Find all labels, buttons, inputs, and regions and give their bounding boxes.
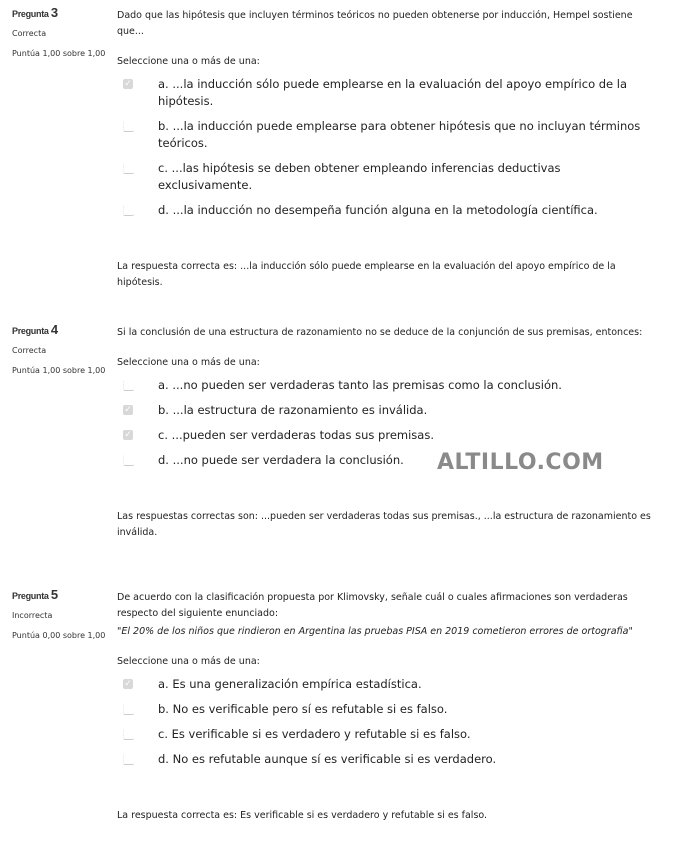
question-prompt: De acuerdo con la clasificación propuesta por Klimovsky, señale cuál o cuales afirmaciones son verdaderas respecto del siguiente enunciado: — [117, 592, 628, 619]
checkbox[interactable] — [123, 754, 134, 765]
correct-answer-feedback: Las respuestas correctas son: ...pueden ser verdaderas todas sus premisas., ...la estructura de razonamiento es inválida. — [117, 511, 651, 538]
correct-answer-feedback: La respuesta correcta es: Es verificable si es verdadero y refutable si es falso. — [117, 810, 488, 821]
option-label: d. ...la inducción no desempeña función alguna en la metodología científica. — [158, 203, 598, 217]
question-content — [117, 8, 657, 291]
answer-options — [117, 676, 657, 768]
option-label: c. Es verificable si es verdadero y refutable si es falso. — [158, 727, 471, 741]
instruction: Seleccione una o más de una: — [117, 357, 260, 368]
answer-option[interactable] — [117, 676, 657, 693]
checked-checkbox[interactable]: ✓ — [124, 679, 132, 689]
checked-checkbox[interactable]: ✓ — [124, 430, 132, 440]
question-label: Pregunta — [12, 9, 49, 19]
checked-checkbox[interactable]: ✓ — [124, 79, 132, 89]
checkbox[interactable] — [123, 704, 134, 715]
question-label: Pregunta — [12, 326, 49, 336]
answer-options — [117, 76, 657, 219]
question-score: Puntúa 0,00 sobre 1,00 — [12, 631, 106, 640]
answer-option[interactable] — [117, 118, 657, 152]
correct-answer-feedback: La respuesta correcta es: ...la inducción sólo puede emplearse en la evaluación del apoyo empírico de la hipótesis. — [117, 261, 616, 288]
instruction: Seleccione una o más de una: — [117, 56, 260, 67]
answer-option[interactable] — [117, 402, 657, 419]
option-label: d. No es refutable aunque sí es verificable si es verdadero. — [158, 752, 497, 766]
answer-option[interactable] — [117, 76, 657, 110]
option-label: b. ...la inducción puede emplearse para obtener hipótesis que no incluyan términos teóricos. — [158, 119, 641, 150]
question-number — [12, 587, 107, 602]
checkbox[interactable] — [123, 455, 134, 466]
question-number — [12, 322, 107, 337]
option-label: b. ...la estructura de razonamiento es inválida. — [158, 403, 428, 417]
instruction: Seleccione una o más de una: — [117, 656, 260, 667]
question-label: Pregunta — [12, 591, 49, 601]
option-label: a. ...la inducción sólo puede emplearse en la evaluación del apoyo empírico de la hipótesis. — [158, 77, 628, 108]
watermark: ALTILLO.COM — [437, 450, 604, 475]
checked-checkbox[interactable]: ✓ — [124, 405, 132, 415]
question-prompt: Si la conclusión de una estructura de razonamiento no se deduce de la conjunción de sus premisas, entonces: — [117, 327, 643, 338]
question-info — [12, 587, 107, 651]
option-label: c. ...pueden ser verdaderas todas sus premisas. — [158, 428, 434, 442]
question-info — [12, 322, 107, 386]
question-score: Puntúa 1,00 sobre 1,00 — [12, 366, 106, 375]
question-content — [117, 325, 657, 541]
question-status: Correcta — [12, 346, 47, 355]
question-text — [117, 325, 657, 341]
question-score: Puntúa 1,00 sobre 1,00 — [12, 49, 106, 58]
question-text — [117, 590, 657, 640]
question-status: Correcta — [12, 29, 47, 38]
answer-option[interactable] — [117, 160, 657, 194]
answer-option[interactable] — [117, 751, 657, 768]
answer-option[interactable] — [117, 427, 657, 444]
checkbox[interactable] — [123, 121, 134, 132]
answer-option[interactable] — [117, 377, 657, 394]
question-text — [117, 8, 657, 40]
question-content — [117, 590, 657, 824]
option-label: a. ...no pueden ser verdaderas tanto las premisas como la conclusión. — [158, 378, 562, 392]
answer-option[interactable] — [117, 701, 657, 718]
option-label: c. ...las hipótesis se deben obtener empleando inferencias deductivas exclusivamente. — [158, 161, 561, 192]
question-num: 5 — [50, 587, 58, 602]
checkbox[interactable] — [123, 163, 134, 174]
checkbox[interactable] — [123, 380, 134, 391]
question-prompt: Dado que las hipótesis que incluyen términos teóricos no pueden obtenerse por inducción, Hempel sostiene que... — [117, 10, 633, 37]
question-num: 3 — [50, 5, 58, 20]
option-label: d. ...no puede ser verdadera la conclusión. — [158, 453, 404, 467]
answer-option[interactable] — [117, 202, 657, 219]
checkbox[interactable] — [123, 205, 134, 216]
question-quote: "El 20% de los niños que rindieron en Argentina las pruebas PISA en 2019 cometieron errores de ortografia" — [117, 626, 633, 637]
option-label: a. Es una generalización empírica estadística. — [158, 677, 422, 691]
question-number — [12, 5, 107, 20]
answer-option[interactable] — [117, 726, 657, 743]
question-num: 4 — [50, 322, 58, 337]
option-label: b. No es verificable pero sí es refutable si es falso. — [158, 702, 448, 716]
question-status: Incorrecta — [12, 611, 53, 620]
question-info — [12, 5, 107, 69]
checkbox[interactable] — [123, 729, 134, 740]
